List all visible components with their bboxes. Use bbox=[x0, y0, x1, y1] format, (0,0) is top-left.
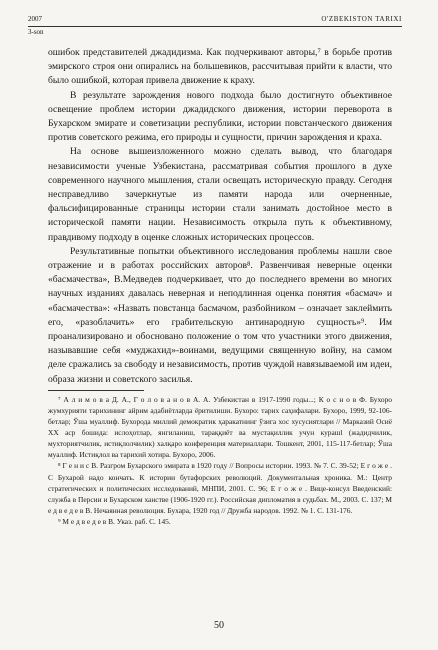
issue-number: 3-son bbox=[28, 28, 44, 36]
journal-title: O'ZBEKISTON TARIXI bbox=[321, 15, 402, 23]
header-year: 2007 bbox=[28, 15, 42, 23]
paragraph-4: Результативные попытки объективного исследования проблемы нашли свое отражение и в работах российских авторов⁸. Развенчивая неверные оценки «басмачества», В.Медведев подчеркивает, что до последнего времени во многих научных изданиях давалась неверная и неподлинная оценка понятия «басмач» и «басмачества»: «Назвать повстанца басмачом, разбойником – означает заклеймить его, «разоблачить» его грабительскую антинародную сущность»⁹. Им проанализировано и обосновано положение о том что участники этого движения, называвшие себя «муджахид»-воинами, ведущими священную войну, на самом деле сражались за свободу и независимость, против чуждой навязываемой им идеи, образа жизни и советского засилья. bbox=[48, 245, 392, 385]
paragraph-3: На основе вышеизложенного можно сделать вывод, что благодаря независимости ученые Узбекистана, рассматривая события прошлого в духе современного научного мышления, стали освещать историческую правду. Сегодня несправедливо зачеркнутые из памяти народа или очерненные, фальсифицированные страницы истории стали занимать достойное место в исторической памяти нации. Независимость открыла путь к объективному, правдивому подходу в оценке сложных исторических процессов. bbox=[48, 146, 392, 243]
paragraph-1: ошибок представителей джадидизма. Как подчеркивают авторы,⁷ в борьбе против эмирского строя они опирались на большевиков, рассчитывая прийти к власти, что было ошибкой, которая привела движение к краху. bbox=[48, 47, 392, 87]
footnote-9: ⁹ М е д в е д е в В. Указ. раб. С. 145. bbox=[58, 516, 171, 526]
main-text bbox=[48, 46, 392, 527]
paragraph-2: В результате зарождения нового подхода было достигнуто объективное освещение проблем истории джадидского движения, истории переворота в Бухарском эмирате и советизации республики, истории повстанческого движения против советского режима, его природы и сущности, причин зарождения и краха. bbox=[48, 89, 392, 144]
page-number: 50 bbox=[214, 620, 224, 631]
footnote-divider bbox=[48, 390, 144, 391]
running-header bbox=[28, 12, 402, 27]
footnote-7: ⁷ А л и м о в а Д. А., Г о л о в а н о в А. А. Узбекистан в 1917-1990 годы...; К о с н о в Ф. Бухоро жумхурияти тарихининг айрим адабиётларда ёритилиши. Бухоро: тарих саҳифалари. Бухоро, 1999, 92-106-бетлар; Ўша муаллиф. Бухорода миллий демократик ҳаракатнинг ўзига хос хусусиятлари // Марказий Осиё XX аср бошида: ислоҳотлар, янгиланиш, тараққиёт ва мустақиллик учун курашl (жадидчилик, мухториятчилик, истиқлолчилик) халқаро конференция материаллари. Тошкент, 2001, 115-117-бетлар; Ўша муаллиф. Истиқлол ва тарихий хотира. Бухоро, 2006. bbox=[48, 394, 392, 460]
footnote-8: ⁸ Г е н и с В. Разгром Бухарского эмирата в 1920 году // Вопросы истории. 1993. № 7. С. 39-52; Е г о ж е . С Бухарой надо кончать. К истории бутафорских революций. Документальная хроника. М.: Центр стратегических и политических исследований, МНПИ, 2001. С. 96; Е г о ж е . Вице-консул Введенский: служба в Персии и Бухарском ханстве (1906-1920 гг.). Российская дипломатия в судьбах. М., 2003. С. 137; М е д в е д е в В. Нечаянная революция. Бухара, 1920 год // Дружба народов. 1992. № 1. С. 131-176. bbox=[48, 461, 392, 515]
